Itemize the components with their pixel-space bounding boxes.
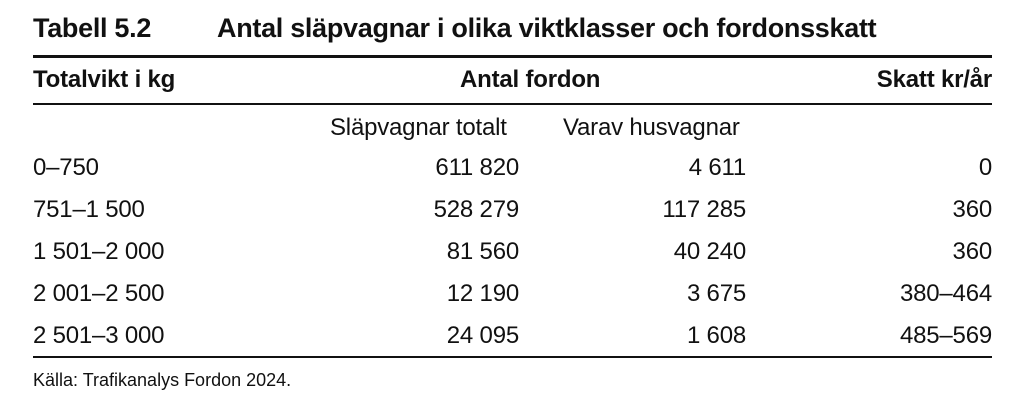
source-note: Källa: Trafikanalys Fordon 2024.: [33, 370, 292, 390]
top-rule: [33, 55, 992, 58]
header-weight: Totalvikt i kg: [33, 66, 176, 93]
cell-trailers-total: 24 095: [446, 322, 519, 349]
cell-trailers-total: 81 560: [446, 238, 519, 265]
cell-weight: 751–1 500: [33, 196, 145, 223]
table-title: Antal släpvagnar i olika viktklasser och fordonsskatt: [217, 13, 877, 43]
cell-tax: 0: [978, 154, 992, 181]
cell-caravans: 3 675: [686, 280, 746, 307]
subheader-caravans: Varav husvagnar: [563, 114, 740, 141]
cell-tax: 360: [952, 238, 992, 265]
cell-caravans: 4 611: [688, 154, 746, 181]
cell-caravans: 1 608: [686, 322, 746, 349]
cell-trailers-total: 611 820: [435, 154, 519, 181]
cell-weight: 2 501–3 000: [33, 322, 165, 349]
bottom-rule: [33, 356, 992, 358]
cell-weight: 2 001–2 500: [33, 280, 165, 307]
table-number: Tabell 5.2: [33, 13, 152, 43]
cell-caravans: 40 240: [673, 238, 746, 265]
cell-tax: 360: [952, 196, 992, 223]
cell-tax: 380–464: [899, 280, 992, 307]
subheader-trailers-total: Släpvagnar totalt: [330, 114, 507, 141]
header-tax: Skatt kr/år: [876, 66, 992, 93]
header-rule: [33, 103, 992, 105]
cell-weight: 0–750: [33, 154, 99, 181]
cell-trailers-total: 528 279: [433, 196, 519, 223]
cell-trailers-total: 12 190: [446, 280, 519, 307]
header-vehicles: Antal fordon: [460, 66, 601, 93]
cell-caravans: 117 285: [662, 196, 746, 223]
cell-weight: 1 501–2 000: [33, 238, 165, 265]
cell-tax: 485–569: [899, 322, 992, 349]
